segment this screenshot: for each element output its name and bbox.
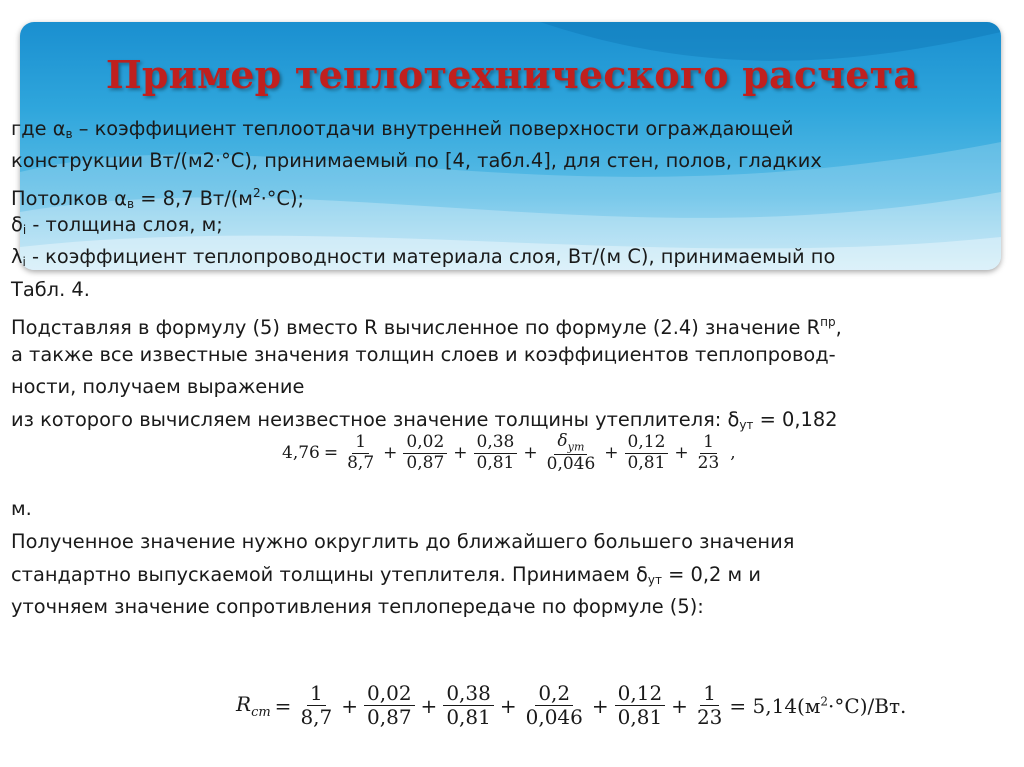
plus-sign: + xyxy=(341,693,359,718)
fraction xyxy=(364,682,415,729)
text-line xyxy=(11,372,304,402)
numerator-text: 0,12 xyxy=(627,432,666,453)
formula-resistance-equation xyxy=(236,682,906,729)
text-post: ·°С); xyxy=(260,187,305,210)
text-pre: λ xyxy=(11,245,23,268)
plus-sign: + xyxy=(591,693,609,718)
text-line xyxy=(11,146,822,176)
fraction-denominator xyxy=(443,706,494,729)
text-sub: в xyxy=(65,127,73,141)
fraction xyxy=(625,433,669,473)
text-line xyxy=(11,242,835,277)
formula-lhs-subscript: ст xyxy=(251,704,271,720)
fraction xyxy=(403,433,447,473)
plus-sign: + xyxy=(523,443,538,464)
fraction-numerator xyxy=(625,433,669,454)
text-pre: где α xyxy=(11,117,66,140)
fraction-denominator xyxy=(615,706,666,729)
formula-lhs xyxy=(236,692,271,720)
text-pre: стандартно выпускаемой толщины утеплителя. Принимаем δ xyxy=(11,563,648,586)
denominator-text: 8,7 xyxy=(347,452,375,473)
denominator-text: 0,87 xyxy=(406,452,445,473)
numerator-text: 1 xyxy=(309,681,323,705)
fraction-denominator xyxy=(474,454,518,474)
text-pre: δ xyxy=(11,213,23,236)
text-post: = 0,2 м и xyxy=(661,563,761,586)
denominator-text: 0,87 xyxy=(367,705,412,729)
fraction-denominator xyxy=(544,455,599,475)
denominator-text: 0,81 xyxy=(617,705,663,729)
fraction-numerator xyxy=(700,682,719,706)
text-sub: в xyxy=(126,197,135,211)
text-line xyxy=(11,210,223,245)
fraction xyxy=(694,682,725,729)
unit-prefix: (м xyxy=(797,693,821,718)
numerator-text: 0,12 xyxy=(617,681,663,705)
denominator-text: 0,81 xyxy=(627,452,666,473)
text-post: = 0,182 xyxy=(753,408,838,431)
denominator-text: 0,81 xyxy=(476,452,515,473)
numerator-text: δ xyxy=(557,431,568,451)
denominator-text: 0,046 xyxy=(546,454,596,475)
unit-suffix: ·°С)/Вт. xyxy=(828,693,907,718)
text-sup: пр xyxy=(820,315,836,329)
fraction-numerator xyxy=(403,433,447,454)
fraction-numerator xyxy=(307,682,326,706)
numerator-text: 1 xyxy=(703,681,717,705)
fraction xyxy=(695,433,723,473)
fraction xyxy=(474,433,518,473)
fraction xyxy=(544,432,599,475)
text-pre: Подставляя в формулу (5) вместо R вычисленное по формуле (2.4) значение R xyxy=(11,316,821,339)
fraction-denominator xyxy=(344,454,377,474)
denominator-text: 23 xyxy=(697,452,720,473)
fraction xyxy=(344,433,377,473)
denominator-text: 8,7 xyxy=(300,705,333,729)
numerator-text: 0,38 xyxy=(476,432,515,453)
formula-result: = 5,14 xyxy=(729,693,798,718)
text-pre: Потолков α xyxy=(11,187,127,210)
equals-sign: = xyxy=(323,443,339,464)
text-line xyxy=(11,340,836,370)
plus-sign: + xyxy=(383,443,398,464)
text-post: , xyxy=(835,316,842,339)
text-pre: Табл. 4. xyxy=(11,278,90,301)
text-sub: i xyxy=(22,223,27,237)
text-sub: i xyxy=(22,255,26,269)
fraction xyxy=(297,682,335,729)
fraction-numerator xyxy=(700,433,717,454)
fraction xyxy=(443,682,494,729)
text-line xyxy=(11,592,704,622)
fraction-numerator xyxy=(443,682,494,706)
formula-tail-comma: , xyxy=(730,443,736,464)
fraction-denominator xyxy=(694,706,725,729)
numerator-text: 0,38 xyxy=(446,681,491,705)
denominator-text: 0,81 xyxy=(446,705,491,729)
text-pre: Полученное значение нужно округлить до ближайшего большего значения xyxy=(11,530,795,553)
fraction-numerator xyxy=(554,432,587,455)
fraction xyxy=(615,682,666,729)
text-mid: = 8,7 Вт/(м xyxy=(134,187,253,210)
text-line xyxy=(11,114,794,149)
plus-sign: + xyxy=(671,693,688,718)
text-pre: м. xyxy=(11,497,32,520)
text-pre: ности, получаем выражение xyxy=(11,375,305,398)
text-post: - толщина слоя, м; xyxy=(26,213,223,236)
fraction-numerator xyxy=(535,682,573,706)
numerator-text: 0,02 xyxy=(406,432,445,453)
fraction-numerator xyxy=(352,433,369,454)
numerator-subscript: ут xyxy=(567,440,585,454)
fraction-numerator xyxy=(615,682,666,706)
text-pre: а также все известные значения толщин слоев и коэффициентов теплопровод- xyxy=(11,343,836,366)
fraction-denominator xyxy=(403,454,447,474)
fraction-numerator xyxy=(474,433,518,454)
unit-superscript: 2 xyxy=(820,693,829,708)
text-pre: из которого вычисляем неизвестное значение толщины утеплителя: δ xyxy=(11,408,740,431)
text-sub: ут xyxy=(739,418,754,432)
plus-sign: + xyxy=(453,443,468,464)
text-pre: конструкции Вт/(м2·°С), принимаемый по [4, табл.4], для стен, полов, гладких xyxy=(11,149,822,172)
text-pre: уточняем значение сопротивления теплопередаче по формуле (5): xyxy=(11,595,704,618)
fraction-denominator xyxy=(297,706,335,729)
text-sup: 2 xyxy=(252,186,261,200)
formula-lhs-symbol: R xyxy=(236,691,252,716)
numerator-text: 0,02 xyxy=(367,681,412,705)
formula-thickness-equation xyxy=(282,432,736,475)
plus-sign: + xyxy=(674,443,689,464)
plus-sign: + xyxy=(604,443,619,464)
plus-sign: + xyxy=(420,693,438,718)
formula-unit xyxy=(797,694,906,718)
text-sub: ут xyxy=(647,573,662,587)
denominator-text: 0,046 xyxy=(525,705,583,729)
text-line xyxy=(11,494,32,524)
fraction-denominator xyxy=(695,454,723,474)
numerator-text: 0,2 xyxy=(538,681,571,705)
fraction-numerator xyxy=(364,682,415,706)
plus-sign: + xyxy=(499,693,517,718)
text-line xyxy=(11,275,90,305)
numerator-text: 1 xyxy=(355,432,367,453)
slide-title: Пример теплотехнического расчета xyxy=(105,52,919,97)
text-line xyxy=(11,560,761,595)
text-post: - коэффициент теплопроводности материала слоя, Вт/(м С), принимаемый по xyxy=(25,245,836,268)
fraction-denominator xyxy=(364,706,415,729)
text-line xyxy=(11,527,794,557)
fraction-denominator xyxy=(523,706,586,729)
denominator-text: 23 xyxy=(696,705,723,729)
fraction-denominator xyxy=(625,454,669,474)
fraction xyxy=(523,682,586,729)
numerator-text: 1 xyxy=(703,432,714,453)
equals-sign: = xyxy=(274,693,292,718)
text-post: – коэффициент теплоотдачи внутренней поверхности ограждающей xyxy=(72,117,794,140)
text-line xyxy=(11,307,842,343)
formula-lhs: 4,76 xyxy=(282,443,320,464)
